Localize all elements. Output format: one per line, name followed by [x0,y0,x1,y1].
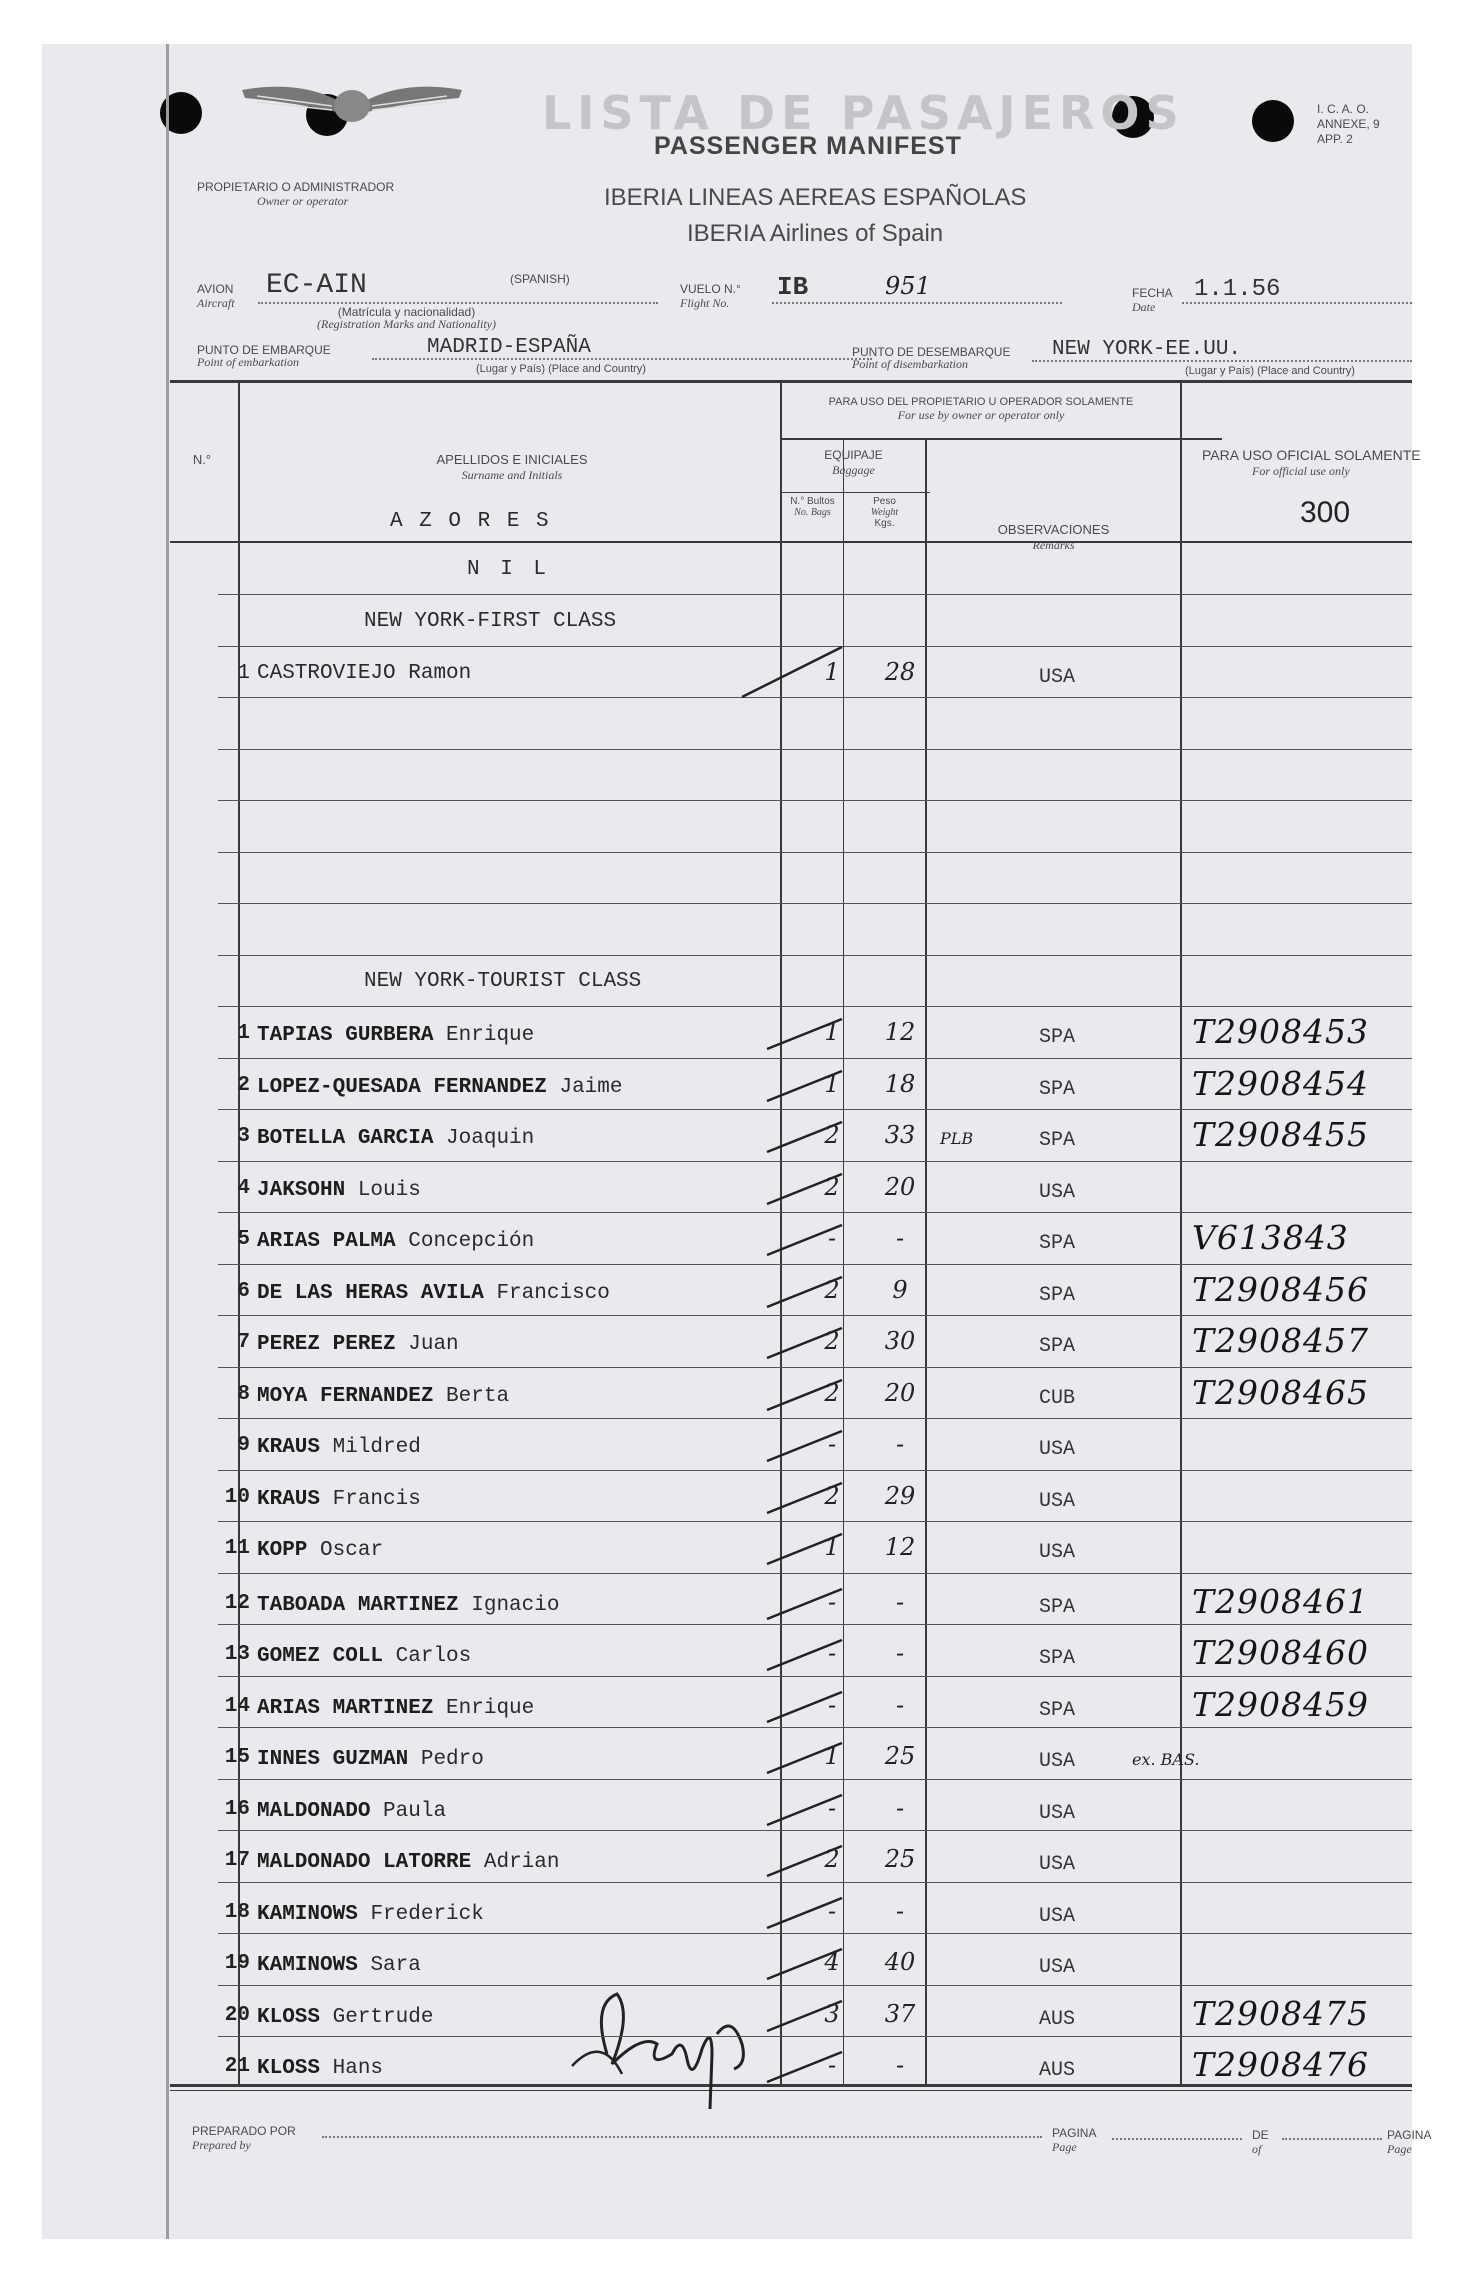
passenger-surname: MALDONADO [257,1799,371,1823]
section-azores: A Z O R E S [390,510,551,533]
passenger-given-name: Jaime [559,1075,623,1099]
col-header-official: PARA USO OFICIAL SOLAMENTE For official use only [1202,447,1421,478]
tc-bags: 1 [824,1018,840,1046]
tc-bags: 3 [824,1999,840,2028]
check-slash-mark [762,1272,852,1312]
passenger-given-name: Sara [370,1954,421,1977]
col-header-bags: N.° Bultos No. Bags [790,496,835,518]
passenger-given-name: Ramon [408,662,472,685]
tc-passenger-name [257,1800,446,1823]
tc-official-number: T2908456 [1192,1269,1369,1309]
tc-weight: 30 [884,1327,916,1355]
tc-nationality: USA [1038,1750,1075,1773]
col-header-name: APELLIDOS E INICIALES Surname and Initials [436,452,588,482]
tc-bags: 2 [824,1275,840,1304]
tc-weight: 29 [884,1481,916,1510]
tc-passenger-name [257,1076,622,1099]
passenger-given-name: Frederick [370,1902,484,1926]
icao-reference: I. C. A. O. ANNEXE, 9 APP. 2 [1317,102,1380,146]
flight-number: 951 [885,272,931,300]
tc-nationality: SPA [1038,1283,1075,1307]
passenger-given-name: Francisco [496,1281,610,1305]
tc-weight: 40 [884,1948,916,1976]
tc-bags: 4 [824,1948,840,1976]
tc-weight: 20 [884,1378,916,1407]
of-label: DE of [1252,2128,1269,2156]
tc-official-number: T2908457 [1192,1321,1369,1360]
col-header-no: N.° [192,452,212,467]
tc-weight: - [895,1793,905,1822]
tc-passenger-name [257,1179,421,1202]
tc-official-number: T2908476 [1192,2045,1369,2084]
check-slash-mark [762,1220,852,1260]
passenger-surname: KLOSS [257,2057,321,2080]
tc-row-number: 17 [224,1849,250,1872]
tc-weight: - [895,1639,905,1667]
tc-row-number: 4 [237,1176,250,1200]
tc-bags: 2 [824,1481,840,1510]
wings-logo-icon [237,72,467,132]
check-slash-mark [762,1066,852,1106]
tc-official-number: T2908454 [1192,1063,1369,1103]
check-slash-mark [762,1738,852,1778]
tc-bags: - [827,1224,837,1252]
passenger-given-name: Paula [383,1799,447,1823]
tc-bags: - [827,1430,837,1458]
tc-weight: 12 [884,1533,916,1561]
tc-passenger-name [257,1488,421,1511]
passenger-surname: PEREZ PEREZ [257,1333,396,1356]
tc-nationality: SPA [1038,1595,1075,1619]
tc-passenger-name [257,1230,534,1253]
tc-official-number: T2908453 [1192,1012,1369,1051]
airline-name-es: IBERIA LINEAS AEREAS ESPAÑOLAS [604,184,1027,211]
section-nil: N I L [467,558,551,581]
tc-bags: - [827,1793,837,1822]
tc-official-number: T2908465 [1192,1372,1369,1412]
col-header-baggage: EQUIPAJE Baggage [824,448,883,477]
tc-nationality: USA [1038,1438,1075,1461]
tc-row-number: 14 [224,1694,250,1718]
check-slash-mark [762,1893,852,1933]
passenger-surname: DE LAS HERAS AVILA [257,1281,484,1305]
passenger-surname: BOTELLA GARCIA [257,1127,434,1150]
tc-row-number: 1 [237,1022,250,1045]
disembark-point: NEW YORK-EE.UU. [1052,338,1242,361]
section-tourist-class: NEW YORK-TOURIST CLASS [364,970,642,993]
page-label: PAGINA Page [1052,2126,1097,2154]
airline-name-en: IBERIA Airlines of Spain [687,220,944,247]
official-stamp-number: 300 [1300,496,1351,529]
tc-row-number: 13 [224,1643,250,1666]
tc-nationality: SPA [1038,1129,1075,1152]
tc-bags: 2 [824,1845,840,1873]
tc-row-number: 7 [237,1331,250,1354]
tc-passenger-name [257,2006,433,2029]
tc-nationality: SPA [1038,1335,1075,1358]
aircraft-registration: EC-AIN [266,270,367,301]
fc-passenger-name [257,662,471,685]
col-header-remarks: OBSERVACIONES Remarks [997,522,1110,552]
passenger-given-name: Hans [332,2057,384,2080]
passenger-given-name: Mildred [332,1436,421,1459]
tc-weight: 25 [884,1742,916,1770]
passenger-given-name: Adrian [483,1851,560,1874]
check-slash-mark [762,1944,852,1984]
tc-nationality: USA [1038,1904,1075,1928]
passenger-surname: KRAUS [257,1436,321,1459]
disembark-label: PUNTO DE DESEMBARQUE Point of disembarkation [852,345,1011,371]
tc-bags: - [827,1690,837,1719]
passenger-surname: KOPP [257,1539,308,1562]
passenger-given-name: Ignacio [471,1593,560,1617]
embark-label: PUNTO DE EMBARQUE Point of embarkation [197,343,331,369]
tc-bags: - [827,2051,837,2079]
passenger-given-name: Francis [332,1487,421,1511]
passenger-surname: ARIAS MARTINEZ [257,1696,434,1720]
check-slash-mark [762,1841,852,1881]
tc-nationality: SPA [1038,1026,1075,1049]
check-slash-mark [762,1790,852,1830]
check-slash-mark [762,1529,852,1569]
manifest-sheet [42,44,1432,2239]
tc-nationality: SPA [1038,1077,1075,1101]
tc-row-number: 2 [237,1073,250,1097]
passenger-given-name: Oscar [320,1539,384,1562]
passenger-given-name: Enrique [446,1696,535,1720]
col-header-operator: PARA USO DEL PROPIETARIO U OPERADOR SOLAMENTE For use by owner or operator only [828,396,1134,422]
passenger-surname: LOPEZ-QUESADA FERNANDEZ [257,1075,547,1099]
passenger-given-name: Berta [446,1384,510,1408]
tc-remark: PLB [940,1129,974,1148]
tc-weight: - [895,1896,905,1925]
col-header-weight: Peso Weight Kgs. [870,496,899,529]
tc-nationality: USA [1038,1801,1075,1825]
tc-passenger-name [257,1645,471,1668]
tc-row-number: 3 [237,1125,250,1148]
prepared-by-label: PREPARADO POR Prepared by [192,2124,296,2152]
aircraft-label: AVION Aircraft [197,282,235,310]
tc-row-number: 18 [224,1900,250,1924]
check-slash-mark [762,1426,852,1466]
tc-weight: 25 [884,1845,916,1873]
tc-row-number: 8 [237,1382,250,1406]
tc-official-number: T2908455 [1192,1115,1369,1154]
passenger-surname: KLOSS [257,2005,321,2029]
check-slash-mark [762,1687,852,1727]
tc-weight: - [895,1690,905,1719]
passenger-given-name: Joaquin [446,1127,535,1150]
fc-weight: 28 [884,658,916,686]
tc-row-number: 21 [224,2055,250,2078]
tc-passenger-name [257,1903,484,1926]
tc-bags: 2 [824,1327,840,1355]
tc-row-number: 19 [224,1952,250,1975]
owner-label: PROPIETARIO O ADMINISTRADOR Owner or operator [197,180,395,208]
tc-nationality: CUB [1038,1386,1075,1410]
passenger-surname: MALDONADO LATORRE [257,1851,472,1874]
tc-nationality: USA [1038,1956,1075,1979]
passenger-given-name: Enrique [446,1024,535,1047]
disembark-note: (Lugar y País) (Place and Country) [1185,365,1355,377]
tc-official-number: T2908460 [1192,1633,1369,1672]
passenger-given-name: Gertrude [332,2005,434,2029]
check-slash-mark [762,1014,852,1054]
tc-nationality: SPA [1038,1698,1075,1722]
tc-passenger-name [257,1851,559,1874]
form-title: LISTA DE PASAJEROS [542,86,1185,140]
tc-official-number: T2908475 [1192,1993,1369,2033]
tc-passenger-name [257,1436,421,1459]
tc-weight: 37 [884,1999,916,2028]
check-slash-mark [762,1169,852,1209]
passenger-given-name: Louis [357,1178,421,1202]
check-slash-mark [762,1635,852,1675]
check-slash-mark [762,1996,852,2036]
tc-row-number: 12 [224,1591,250,1615]
tc-weight: 20 [884,1172,916,1201]
check-slash-mark [762,1375,852,1415]
tc-row-number: 20 [224,2003,250,2027]
tc-passenger-name [257,1127,534,1150]
tc-nationality: USA [1038,1541,1075,1564]
passenger-surname: MOYA FERNANDEZ [257,1384,434,1408]
tc-bags: 2 [824,1121,840,1149]
tc-passenger-name [257,1385,509,1408]
fc-bags: 1 [824,658,840,686]
passenger-surname: CASTROVIEJO [257,662,396,685]
passenger-surname: KRAUS [257,1487,321,1511]
passenger-surname: TAPIAS GURBERA [257,1024,434,1047]
binding-margin-line [166,44,169,2239]
tc-nationality: SPA [1038,1232,1075,1255]
tc-row-number: 11 [224,1537,250,1560]
aircraft-nationality: (SPANISH) [510,272,570,286]
fc-nationality: USA [1038,666,1075,689]
tc-passenger-name [257,1594,559,1617]
tc-passenger-name [257,2057,383,2080]
tc-passenger-name [257,1954,421,1977]
passenger-given-name: Pedro [420,1748,484,1771]
tc-weight: - [895,1430,905,1458]
check-slash-mark [762,1117,852,1157]
tc-row-number: 6 [237,1279,250,1303]
aircraft-note: (Matrícula y nacionalidad) (Registration Marks and Nationality) [317,305,496,331]
tc-remark: ex. BAS. [1132,1750,1200,1769]
tc-nationality: SPA [1038,1647,1075,1670]
passenger-given-name: Concepción [408,1230,535,1253]
tc-bags: - [827,1587,837,1616]
tc-weight: 33 [884,1121,916,1149]
passenger-surname: INNES GUZMAN [257,1748,409,1771]
tc-nationality: USA [1038,1489,1075,1513]
embark-point: MADRID-ESPAÑA [427,336,591,359]
tc-weight: 9 [892,1275,908,1304]
check-slash-mark [762,1478,852,1518]
page-label-2: PAGINA Page [1387,2128,1432,2156]
tc-row-number: 16 [224,1797,250,1821]
tc-weight: - [895,1224,905,1252]
flight-label: VUELO N.° Flight No. [680,282,741,310]
punch-hole [1252,100,1294,142]
check-slash-mark [762,1584,852,1624]
passenger-surname: GOMEZ COLL [257,1645,384,1668]
tc-nationality: USA [1038,1853,1075,1876]
tc-passenger-name [257,1748,484,1771]
tc-row-number: 10 [224,1485,250,1509]
passenger-surname: ARIAS PALMA [257,1230,396,1253]
section-first-class: NEW YORK-FIRST CLASS [364,610,617,633]
tc-nationality: USA [1038,1180,1075,1204]
passenger-surname: TABOADA MARTINEZ [257,1593,459,1617]
flight-prefix: IB [777,272,809,302]
check-slash-mark [737,642,847,702]
tc-passenger-name [257,1282,610,1305]
check-slash-mark [762,2047,852,2087]
tc-bags: - [827,1896,837,1925]
tc-weight: 18 [884,1069,916,1098]
tc-weight: - [895,1587,905,1616]
tc-row-number: 9 [237,1434,250,1457]
tc-row-number: 5 [237,1228,250,1251]
tc-row-number: 15 [224,1746,250,1769]
passenger-surname: JAKSOHN [257,1178,346,1202]
tc-bags: 1 [824,1742,840,1770]
tc-passenger-name [257,1024,534,1047]
tc-official-number: V613843 [1192,1218,1349,1257]
passenger-given-name: Juan [408,1333,459,1356]
tc-passenger-name [257,1539,383,1562]
tc-weight: - [895,2051,905,2079]
tc-nationality: AUS [1038,2059,1075,2082]
tc-official-number: T2908461 [1192,1581,1369,1621]
tc-weight: 12 [884,1018,916,1046]
passenger-surname: KAMINOWS [257,1954,358,1977]
fc-row-number: 1 [237,662,250,685]
embark-note: (Lugar y País) (Place and Country) [476,363,646,375]
passenger-given-name: Carlos [395,1645,472,1668]
tc-bags: 1 [824,1533,840,1561]
tc-official-number: T2908459 [1192,1684,1369,1724]
check-slash-mark [762,1323,852,1363]
tc-bags: 2 [824,1172,840,1201]
tc-bags: 1 [824,1069,840,1098]
tc-passenger-name [257,1697,534,1720]
date-label: FECHA Date [1132,286,1173,314]
passenger-surname: KAMINOWS [257,1902,358,1926]
form-subtitle: PASSENGER MANIFEST [654,132,962,160]
tc-passenger-name [257,1333,459,1356]
tc-bags: - [827,1639,837,1667]
tc-bags: 2 [824,1378,840,1407]
flight-date: 1.1.56 [1194,276,1281,303]
tc-nationality: AUS [1038,2007,1075,2031]
